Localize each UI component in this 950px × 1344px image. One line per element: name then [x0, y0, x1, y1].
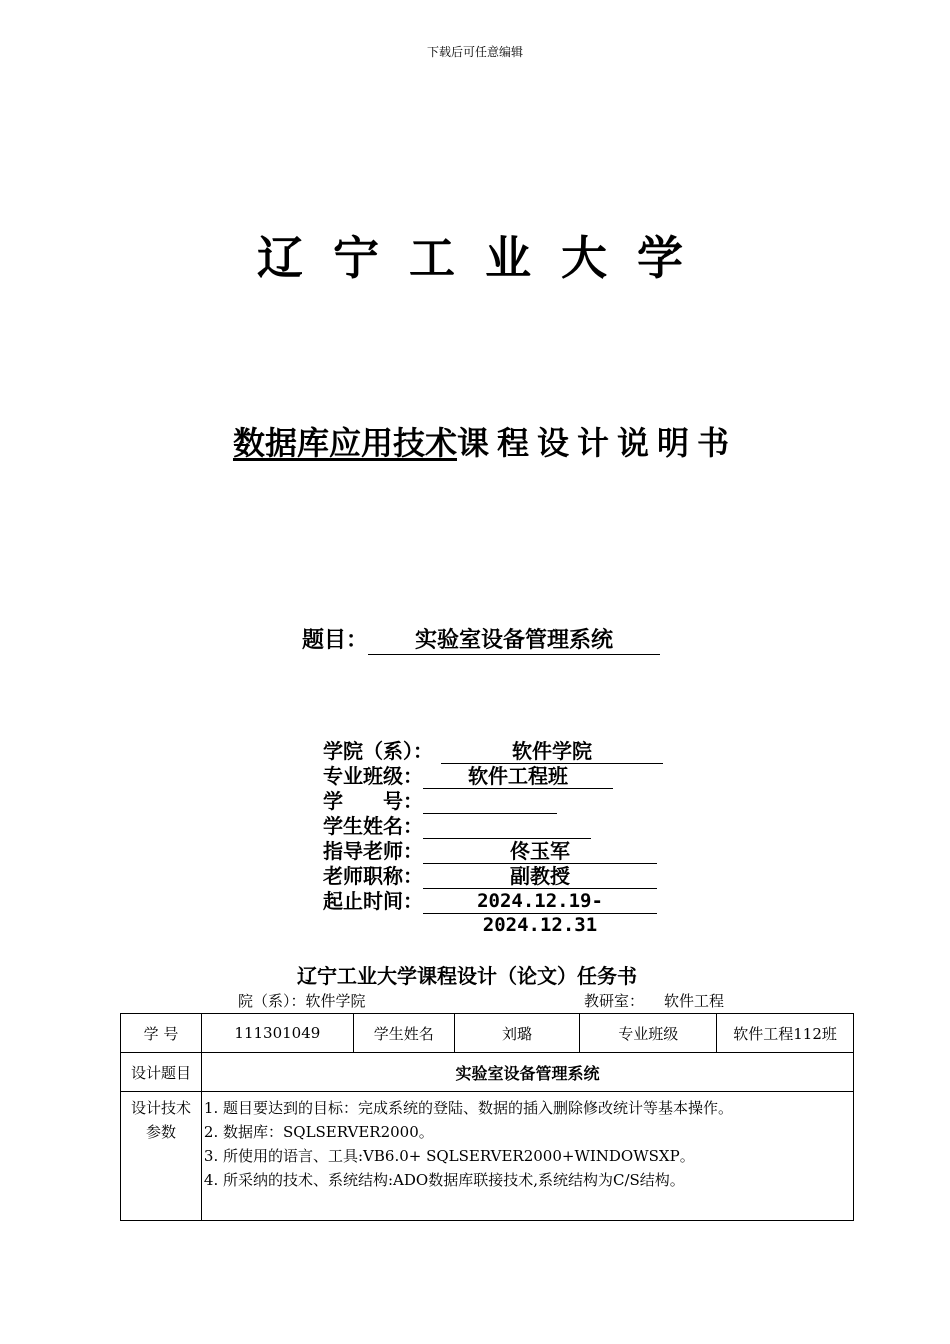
course-suffix: 课程设计说明书	[457, 424, 738, 462]
list-item: 2. 数据库：SQLSERVER2000。	[203, 1123, 434, 1141]
task-title: 辽宁工业大学课程设计（论文）任务书	[297, 964, 637, 988]
university-title: 辽宁工业大学	[257, 231, 713, 285]
params-label	[121, 1092, 202, 1221]
table-row	[121, 1014, 854, 1053]
info-label: 学 号：	[323, 789, 423, 813]
topic-label: 题目：	[302, 628, 369, 653]
class-value: 软件工程112班	[717, 1014, 854, 1053]
list-item: 3. 所使用的语言、工具:VB6.0+ SQLSERVER2000+WINDOWSXP。	[203, 1147, 695, 1165]
design-topic-value: 实验室设备管理系统	[201, 1053, 853, 1092]
params-label-text: 设计技术参数	[130, 1099, 191, 1141]
info-value: 软件学院	[441, 739, 663, 764]
topic-line	[302, 623, 660, 655]
name-label: 学生姓名	[353, 1014, 454, 1053]
topic-value: 实验室设备管理系统	[368, 623, 660, 655]
office-label: 教研室：	[584, 992, 645, 1010]
info-label: 起止时间：	[323, 889, 423, 913]
design-topic-label: 设计题目	[121, 1053, 202, 1092]
id-label: 学 号	[121, 1014, 202, 1053]
table-row	[121, 1092, 854, 1221]
name-value: 刘璐	[454, 1014, 580, 1053]
table-row	[121, 1053, 854, 1092]
list-item: 4. 所采纳的技术、系统结构:ADO数据库联接技术,系统结构为C/S结构。	[203, 1171, 685, 1189]
task-table	[120, 1013, 854, 1221]
info-value: 副教授	[423, 864, 657, 889]
params-list	[201, 1092, 853, 1221]
course-title	[0, 418, 950, 464]
info-value	[423, 814, 591, 839]
info-value: 2024.12.19-2024.12.31	[423, 889, 657, 914]
list-item: 1. 题目要达到的目标：完成系统的登陆、数据的插入删除修改统计等基本操作。	[203, 1099, 734, 1117]
course-name: 数据库应用技术	[232, 424, 457, 462]
info-label: 老师职称：	[323, 864, 423, 888]
info-period	[323, 889, 657, 936]
info-value	[423, 789, 557, 814]
info-label: 学生姓名：	[323, 814, 423, 838]
info-value: 佟玉军	[423, 839, 657, 864]
info-label: 学院（系）：	[323, 739, 433, 763]
task-office	[584, 990, 724, 1011]
info-value: 软件工程班	[423, 764, 613, 789]
id-value: 111301049	[201, 1014, 353, 1053]
task-dept: 院（系）：软件学院	[238, 992, 366, 1010]
header-note: 下载后可任意编辑	[426, 45, 523, 59]
class-label: 专业班级	[580, 1014, 717, 1053]
info-label: 指导老师：	[323, 839, 423, 863]
office-value: 软件工程	[664, 992, 725, 1010]
info-label: 专业班级：	[323, 764, 423, 788]
